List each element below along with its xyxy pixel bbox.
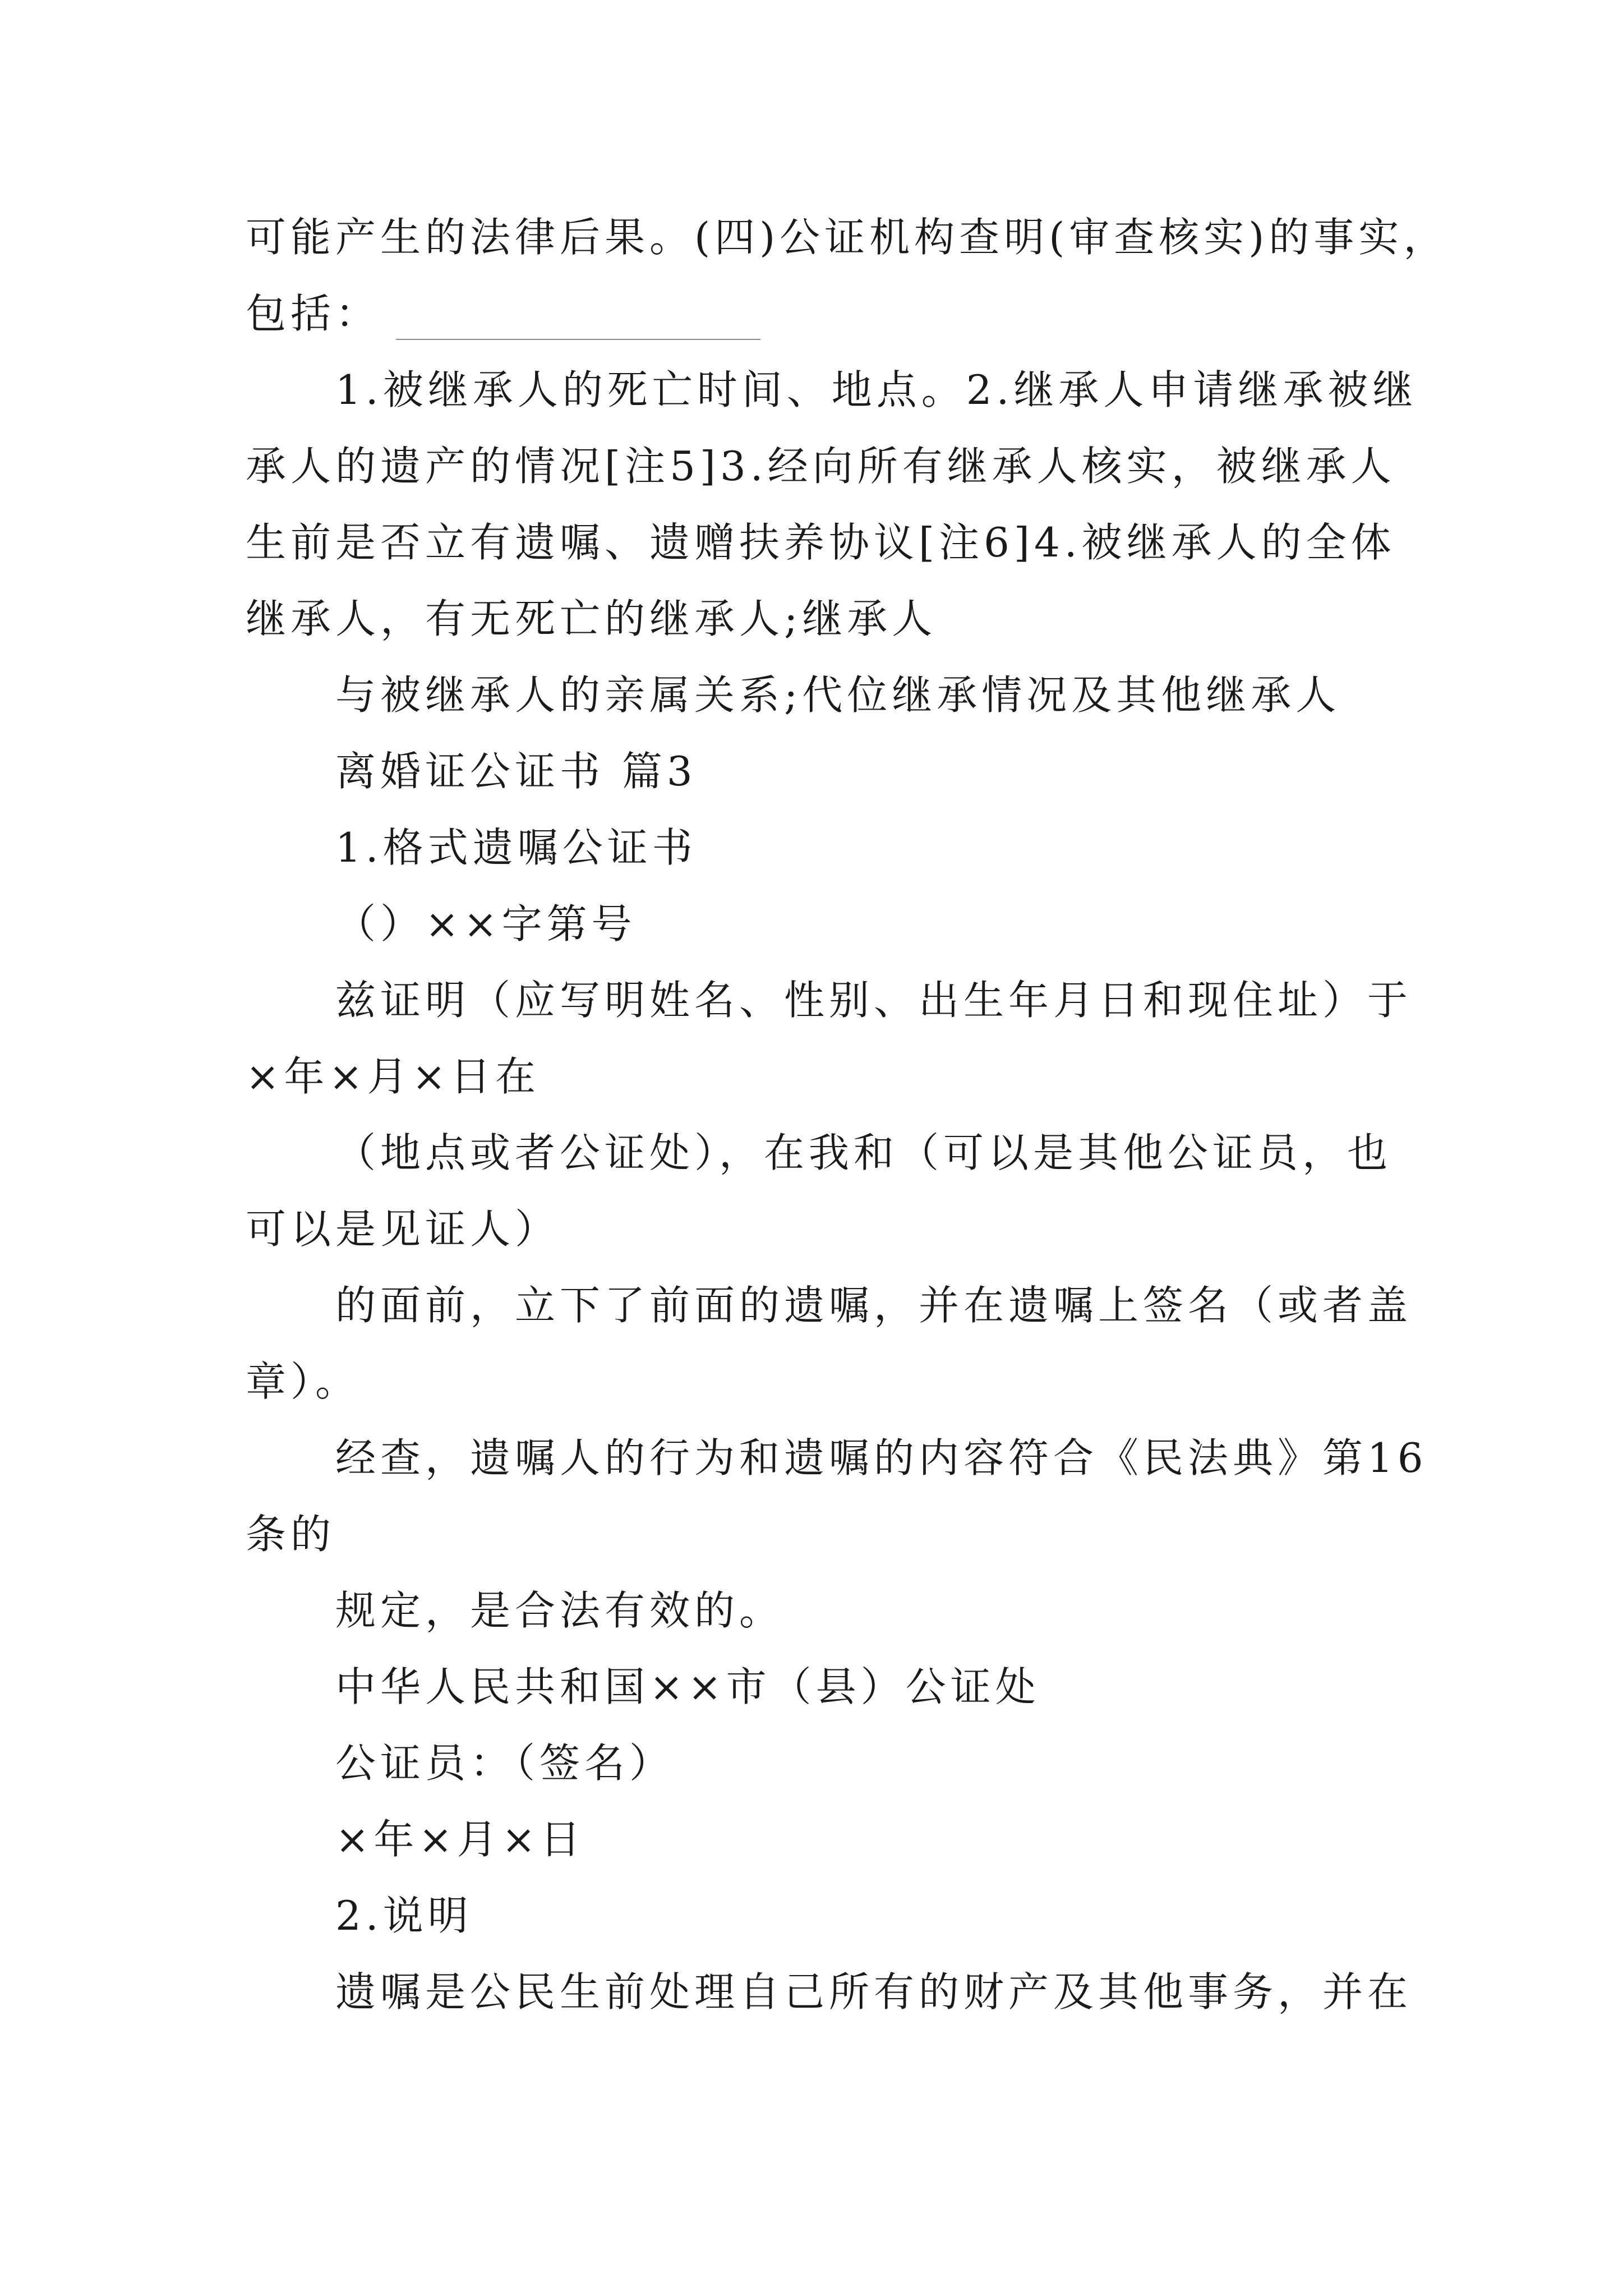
text-line: 条的 [246,1511,336,1558]
text-line: 遗嘱是公民生前处理自己所有的财产及其他事务，并在 [335,1968,1413,2016]
section-heading: 离婚证公证书 篇3 [335,748,697,795]
text-line-with-blank [246,286,760,342]
text-line: ×年×月×日在 [246,1053,540,1100]
text-line-label: 包括： [246,290,381,337]
text-line: 1.被继承人的死亡时间、地点。2.继承人申请继承被继 [335,366,1418,413]
text-line: 继承人，有无死亡的继承人;继承人 [246,595,937,642]
text-line: 承人的遗产的情况[注5]3.经向所有继承人核实，被继承人 [246,443,1396,490]
text-line: （地点或者公证处），在我和（可以是其他公证员，也 [335,1129,1393,1176]
text-line: 章）。 [246,1358,361,1405]
text-line: 公证员：（签名） [335,1740,675,1787]
text-line: 经查，遗嘱人的行为和遗嘱的内容符合《民法典》第16 [335,1434,1428,1481]
text-line: 规定，是合法有效的。 [335,1587,785,1634]
fill-in-blank [396,339,760,340]
text-line: 兹证明（应写明姓名、性别、出生年月日和现住址）于 [335,977,1413,1024]
text-line: 可能产生的法律后果。(四)公证机构查明(审查核实)的事实， [246,214,1449,261]
text-line: 中华人民共和国××市（县）公证处 [335,1663,1040,1710]
text-line: 的面前，立下了前面的遗嘱，并在遗嘱上签名（或者盖 [335,1282,1413,1329]
subheading: 2.说明 [335,1892,473,1939]
subheading: 1.格式遗嘱公证书 [335,824,697,871]
text-line: （）××字第号 [335,900,637,947]
text-line: 与被继承人的亲属关系;代位继承情况及其他继承人 [335,671,1341,719]
text-line: 可以是见证人） [246,1205,560,1253]
text-line: 生前是否立有遗嘱、遗赠扶养协议[注6]4.被继承人的全体 [246,519,1396,566]
text-line: ×年×月×日 [335,1816,585,1863]
